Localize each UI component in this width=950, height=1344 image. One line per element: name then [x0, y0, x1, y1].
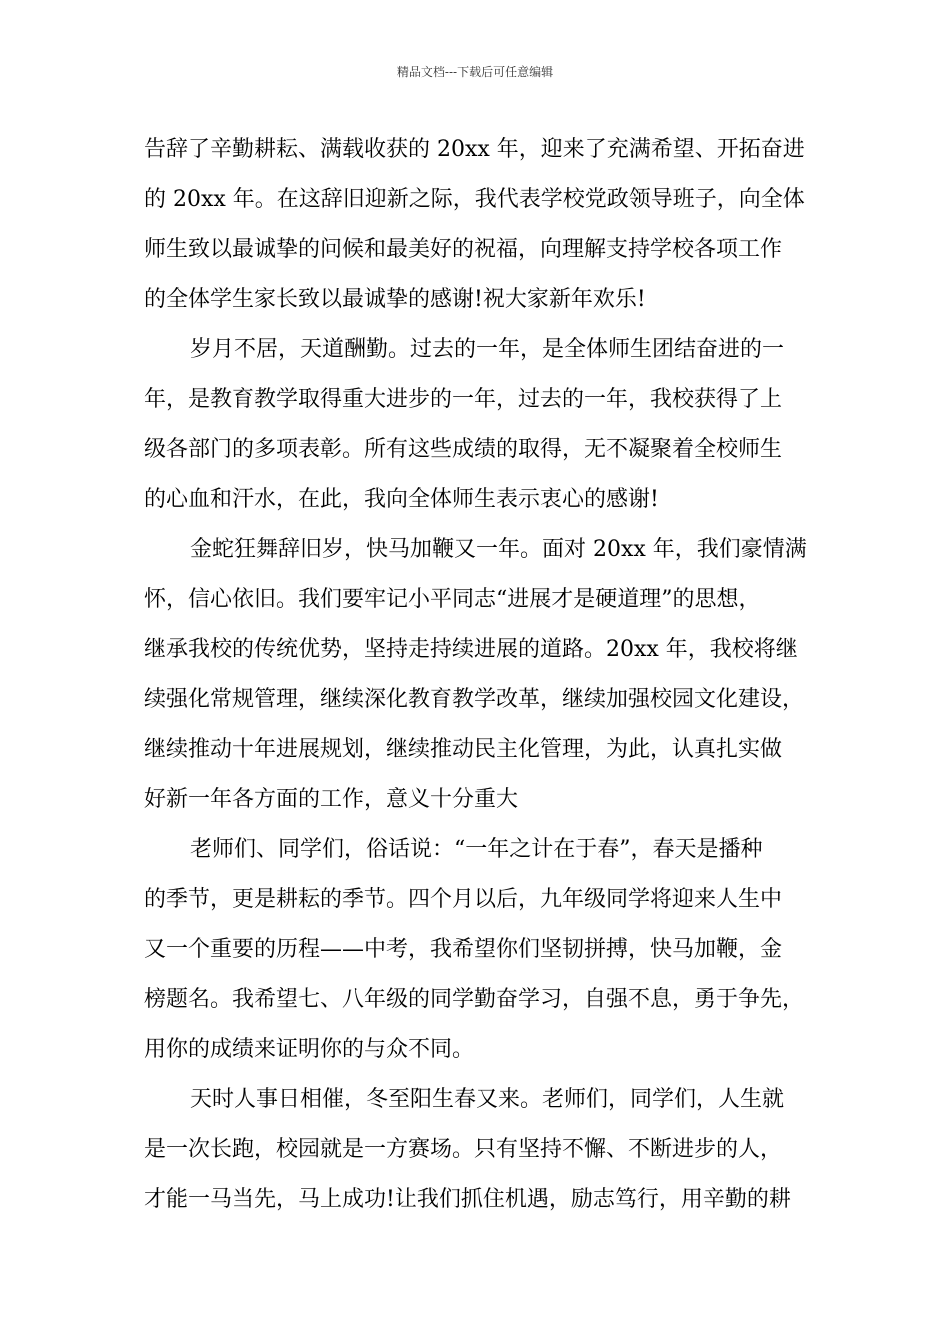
paragraph-line: 用你的成绩来证明你的与众不同。 — [144, 1037, 475, 1062]
paragraph-line: 续强化常规管理，继续深化教育教学改革，继续加强校园文化建设， — [144, 687, 805, 712]
paragraph-students-message — [144, 825, 834, 1075]
paragraph-line: 怀，信心依旧。我们要牢记小平同志“进展才是硬道理”的思想， — [144, 587, 761, 612]
paragraph-new-year-plan — [144, 525, 834, 825]
paragraph-closing — [144, 1075, 834, 1225]
page-header: 精品文档---下载后可任意编辑 — [396, 65, 554, 79]
paragraph-line: 的 20xx 年。在这辞旧迎新之际，我代表学校党政领导班子，向全体 — [144, 187, 805, 212]
paragraph-line: 好新一年各方面的工作，意义十分重大 — [144, 787, 519, 812]
paragraph-line: 又一个重要的历程——中考，我希望你们坚韧拼搏，快马加鞭，金 — [144, 937, 783, 962]
paragraph-past-year — [144, 325, 834, 525]
paragraph-line: 金蛇狂舞辞旧岁，快马加鞭又一年。面对 20xx 年，我们豪情满 — [190, 537, 807, 562]
paragraph-line: 告辞了辛勤耕耘、满载收获的 20xx 年，迎来了充满希望、开拓奋进 — [144, 137, 805, 162]
paragraph-line: 级各部门的多项表彰。所有这些成绩的取得，无不凝聚着全校师生 — [144, 437, 783, 462]
paragraph-line: 的全体学生家长致以最诚挚的感谢!祝大家新年欢乐! — [144, 287, 646, 312]
paragraph-line: 天时人事日相催，冬至阳生春又来。老师们，同学们，人生就 — [190, 1087, 785, 1112]
paragraph-line: 是一次长跑，校园就是一方赛场。只有坚持不懈、不断进步的人， — [144, 1137, 783, 1162]
paragraph-line: 年，是教育教学取得重大进步的一年，过去的一年，我校获得了上 — [144, 387, 783, 412]
paragraph-line: 才能一马当先，马上成功!让我们抓住机遇，励志笃行，用辛勤的耕 — [144, 1187, 791, 1212]
paragraph-line: 继承我校的传统优势，坚持走持续进展的道路。20xx 年，我校将继 — [144, 637, 798, 662]
paragraph-line: 老师们、同学们，俗话说：“一年之计在于春”，春天是播种 — [190, 837, 763, 862]
paragraph-line: 榜题名。我希望七、八年级的同学勤奋学习，自强不息，勇于争先， — [144, 987, 805, 1012]
paragraph-line: 的心血和汗水，在此，我向全体师生表示衷心的感谢! — [144, 487, 659, 512]
paragraph-new-year-greeting — [144, 125, 834, 325]
document-body — [144, 125, 834, 1225]
paragraph-line: 岁月不居，天道酬勤。过去的一年，是全体师生团结奋进的一 — [190, 337, 785, 362]
paragraph-line: 的季节，更是耕耘的季节。四个月以后，九年级同学将迎来人生中 — [144, 887, 783, 912]
paragraph-line: 师生致以最诚挚的问候和最美好的祝福，向理解支持学校各项工作 — [144, 237, 783, 262]
paragraph-line: 继续推动十年进展规划，继续推动民主化管理，为此，认真扎实做 — [144, 737, 783, 762]
